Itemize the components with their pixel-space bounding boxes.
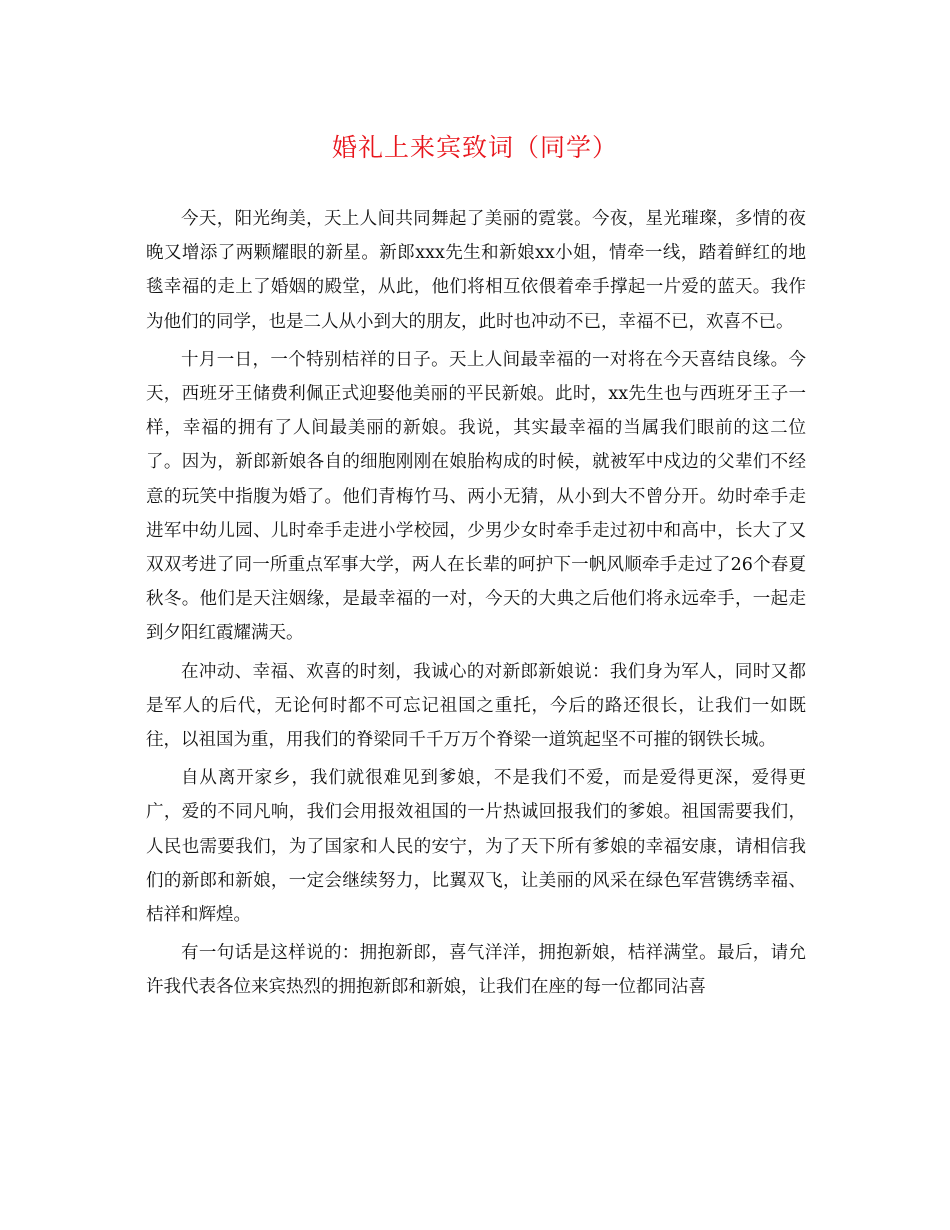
document-body [146, 202, 806, 1009]
document-title: 婚礼上来宾致词（同学） [331, 133, 618, 162]
paragraph-2: 十月一日，一个特别桔祥的日子。天上人间最幸福的一对将在今天喜结良缘。今天，西班牙王储费利佩正式迎娶他美丽的平民新娘。此时，xx先生也与西班牙王子一样，幸福的拥有了人间最美丽的新娘。我说，其实最幸福的当属我们眼前的这二位了。因为，新郎新娘各自的细胞刚刚在娘胎构成的时候，就被军中戍边的父辈们不经意的玩笑中指腹为婚了。他们青梅竹马、两小无猜，从小到大不曾分开。幼时牵手走进军中幼儿园、儿时牵手走进小学校园，少男少女时牵手走过初中和高中，长大了又双双考进了同一所重点军事大学，两人在长辈的呵护下一帆风顺牵手走过了26个春夏秋冬。他们是天注姻缘，是最幸福的一对，今天的大典之后他们将永远牵手，一起走到夕阳红霞耀满天。 [146, 349, 806, 644]
paragraph-3: 在冲动、幸福、欢喜的时刻，我诚心的对新郎新娘说：我们身为军人，同时又都是军人的后代，无论何时都不可忘记祖国之重托，今后的路还很长，让我们一如既往，以祖国为重，用我们的脊梁同千千万万个脊梁一道筑起坚不可摧的钢铁长城。 [146, 661, 806, 751]
paragraph-1: 今天，阳光绚美，天上人间共同舞起了美丽的霓裳。今夜，星光璀璨，多情的夜晚又增添了两颗耀眼的新星。新郎xxx先生和新娘xx小姐，情牵一线，踏着鲜红的地毯幸福的走上了婚姻的殿堂，从此，他们将相互依偎着牵手撑起一片爱的蓝天。我作为他们的同学，也是二人从小到大的朋友，此时也冲动不已，幸福不已，欢喜不已。 [146, 209, 806, 332]
paragraph-4: 自从离开家乡，我们就很难见到爹娘，不是我们不爱，而是爱得更深，爱得更广，爱的不同凡响，我们会用报效祖国的一片热诚回报我们的爹娘。祖国需要我们，人民也需要我们，为了国家和人民的安宁，为了天下所有爹娘的幸福安康，请相信我们的新郎和新娘，一定会继续努力，比翼双飞，让美丽的风采在绿色军营镌绣幸福、桔祥和辉煌。 [146, 768, 806, 926]
paragraph-5: 有一句话是这样说的：拥抱新郎，喜气洋洋，拥抱新娘，桔祥满堂。最后，请允许我代表各位来宾热烈的拥抱新郎和新娘，让我们在座的每一位都同沾喜 [146, 943, 806, 998]
